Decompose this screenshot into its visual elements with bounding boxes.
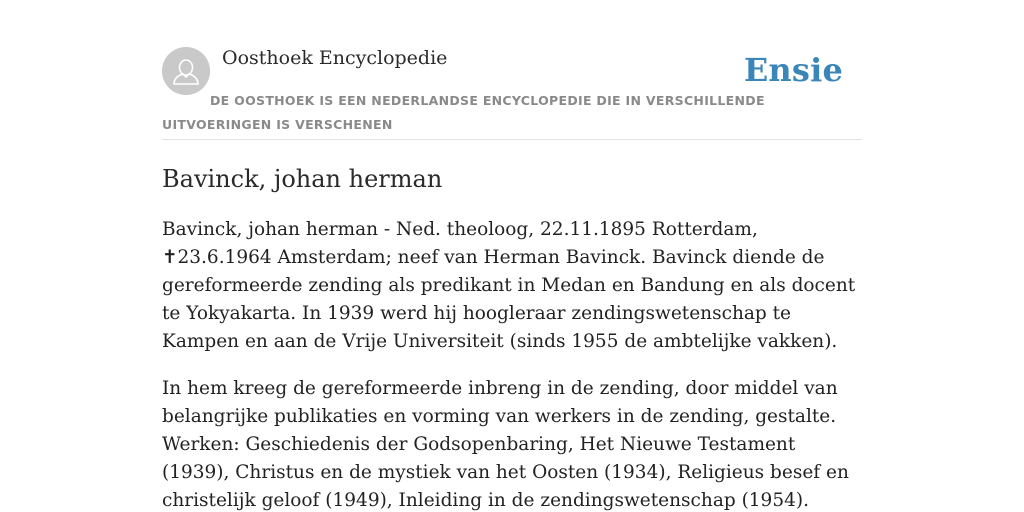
brand-logo[interactable]: Ensie — [743, 51, 843, 89]
article-body — [162, 216, 862, 512]
header-divider — [162, 139, 862, 140]
article-title: Bavinck, johan herman — [162, 165, 443, 193]
site-tagline: DE OOSTHOEK IS EEN NEDERLANDSE ENCYCLOPEDIE DIE IN VERSCHILLENDE UITVOERINGEN IS VERSCHENEN — [162, 93, 765, 132]
article-paragraph: In hem kreeg de gereformeerde inbreng in de zending, door middel van belangrijke publikaties en vorming van werkers in de zending, gestalte. Werken: Geschiedenis der Godsopenbaring, Het Nieuwe Testament (1939), Christus en de mystiek van het Oosten (1934), Religieus besef en christelijk geloof (1949), Inleiding in de zendingswetenschap (1954). — [162, 378, 849, 511]
user-icon — [162, 47, 210, 95]
avatar[interactable] — [162, 47, 210, 95]
article-paragraph: Bavinck, johan herman - Ned. theoloog, 22.11.1895 Rotterdam, ✝23.6.1964 Amsterdam; neef van Herman Bavinck. Bavinck diende de gereformeerde zending als predikant in Medan en Bandung en als docent te Yokyakarta. In 1939 werd hij hoogleraar zendingswetenschap te Kampen en aan de Vrije Universiteit (sinds 1955 de ambtelijke vakken). — [162, 219, 856, 352]
site-name[interactable]: Oosthoek Encyclopedie — [222, 47, 448, 69]
